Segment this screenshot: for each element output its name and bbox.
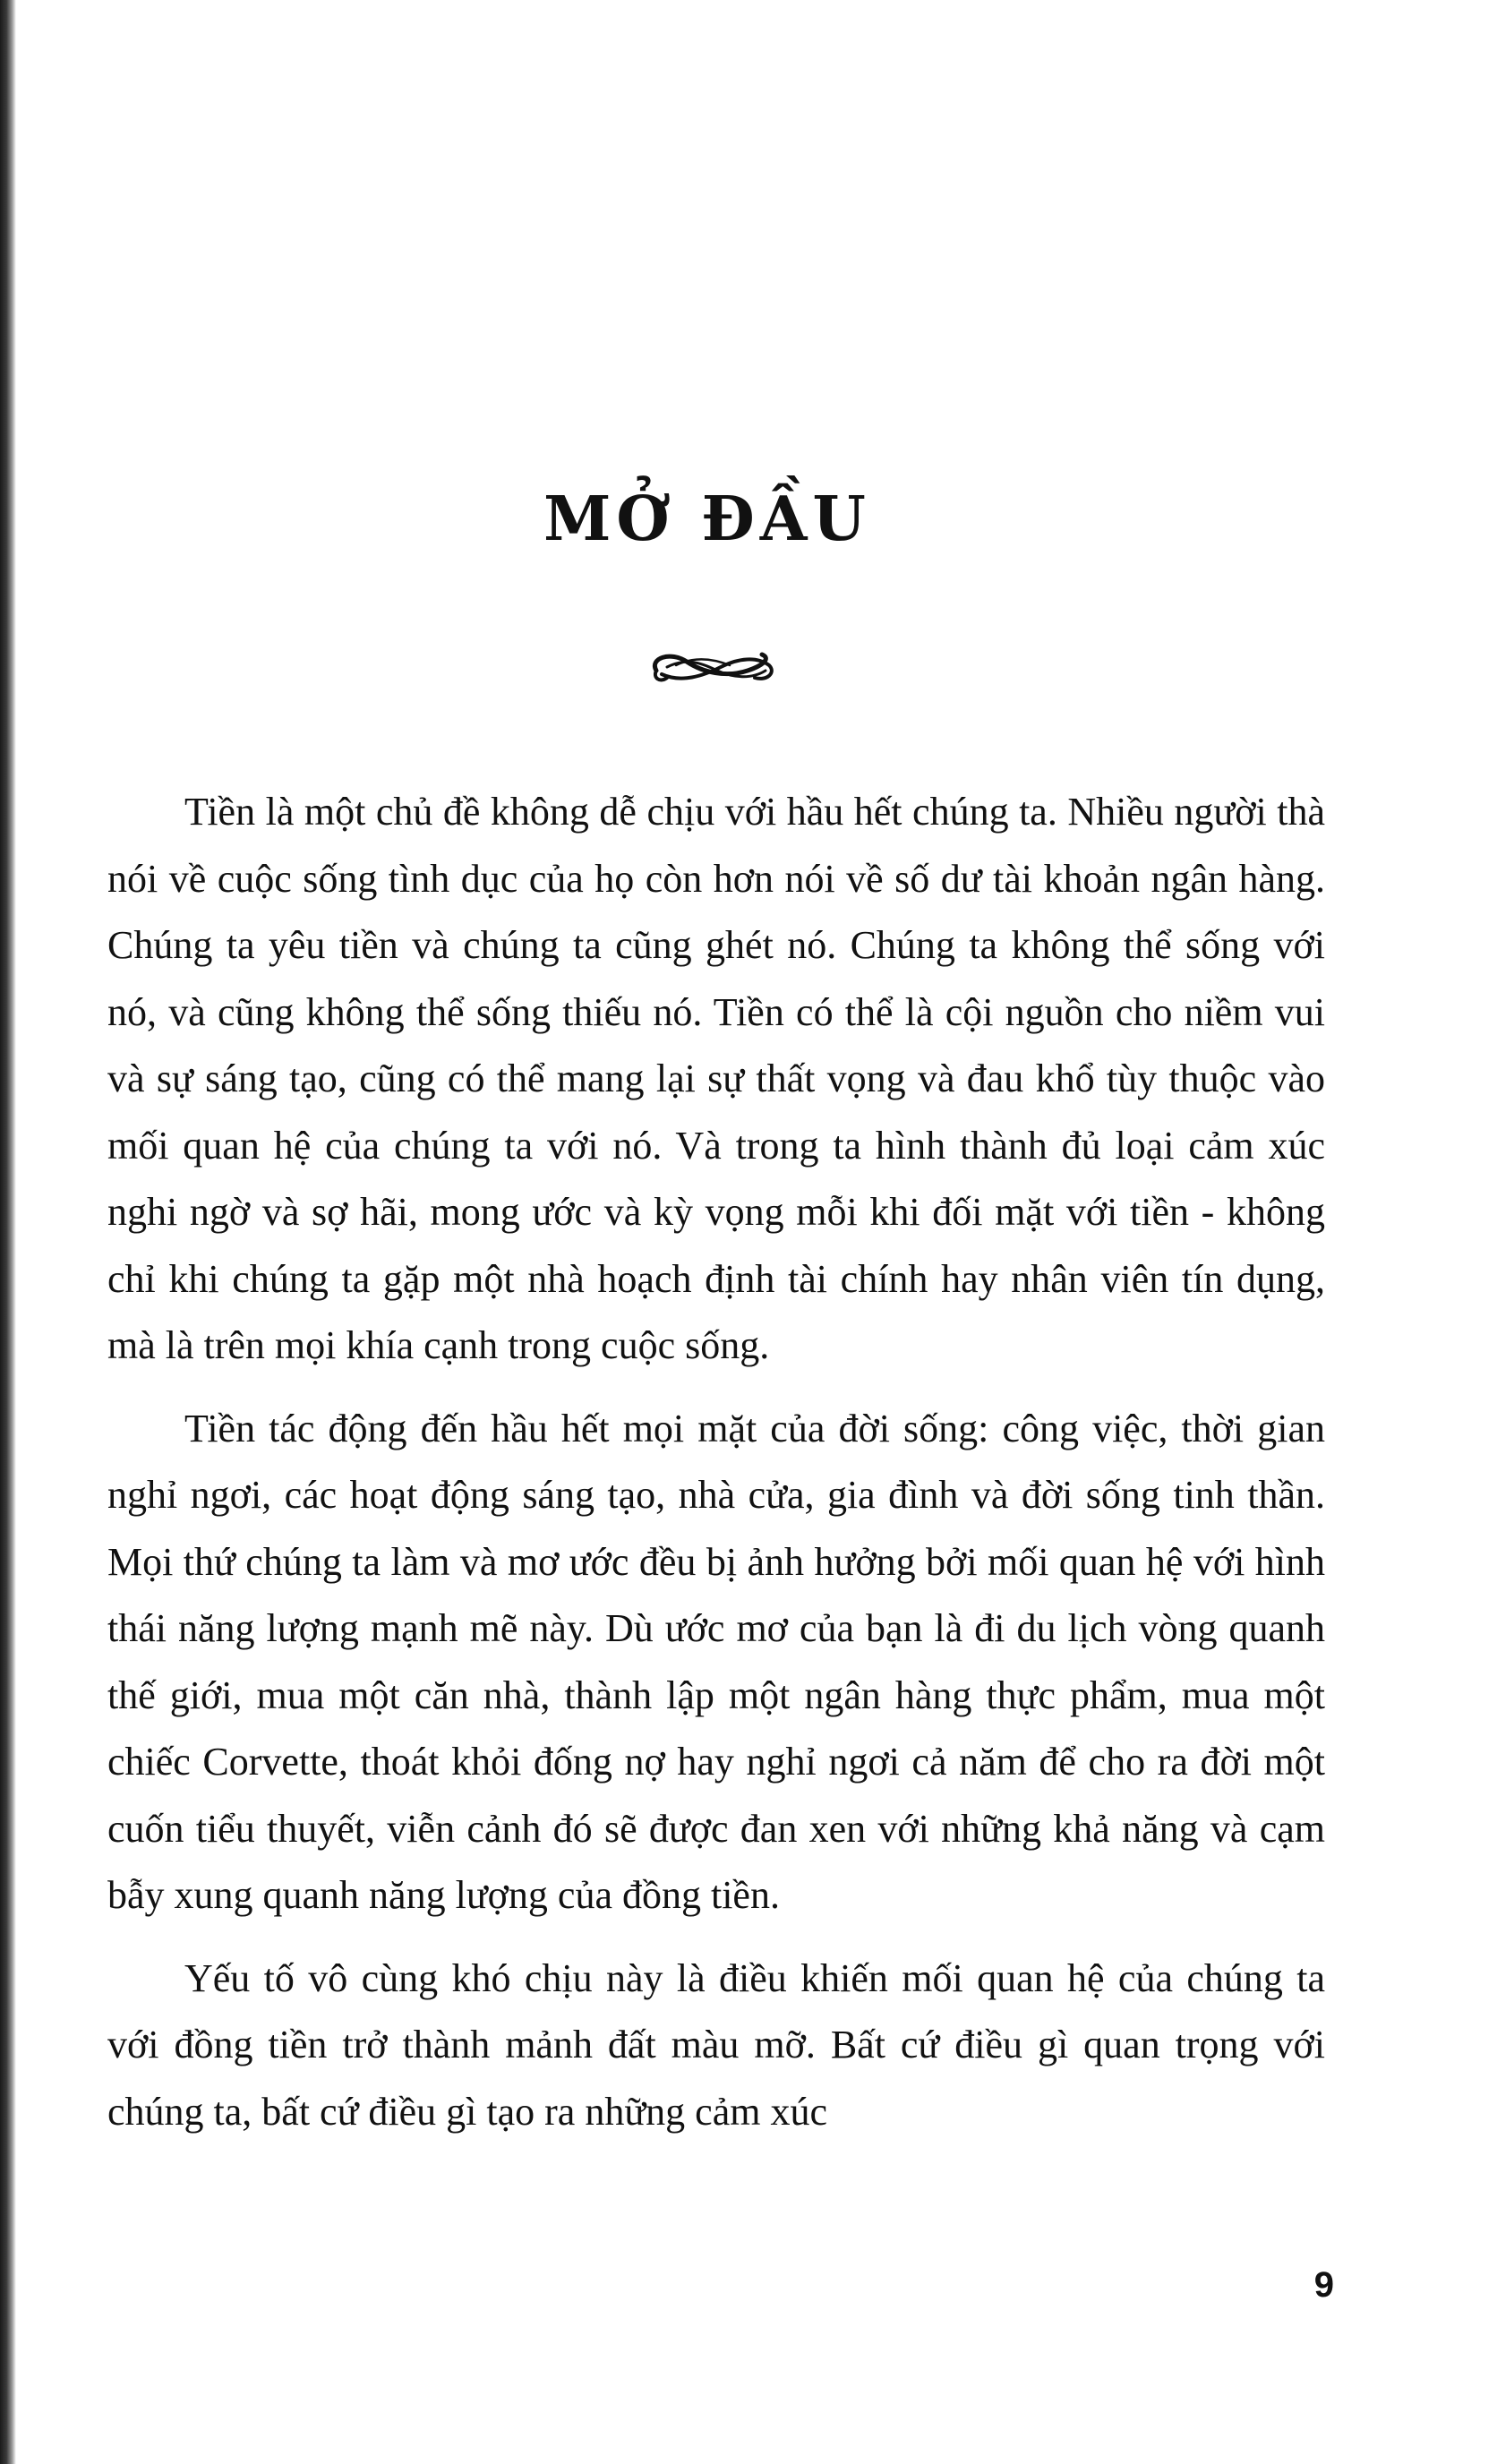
spine-shadow xyxy=(0,0,16,2464)
paragraph-1: Tiền là một chủ đề không dễ chịu với hầu hết chúng ta. Nhiều người thà nói về cuộc sống tình dục của họ còn hơn nói về số dư tài khoản ngân hàng. Chúng ta yêu tiền và chúng ta cũng ghét nó. Chúng ta không thể sống với nó, và cũng không thể sống thiếu nó. Tiền có thể là cội nguồn cho niềm vui và sự sáng tạo, cũng có thể mang lại sự thất vọng và đau khổ tùy thuộc vào mối quan hệ của chúng ta với nó. Và trong ta hình thành đủ loại cảm xúc nghi ngờ và sợ hãi, mong ước và kỳ vọng mỗi khi đối mặt với tiền - không chỉ khi chúng ta gặp một nhà hoạch định tài chính hay nhân viên tín dụng, mà là trên mọi khía cạnh trong cuộc sống. xyxy=(107,790,1325,1367)
page-number: 9 xyxy=(1313,2265,1334,2305)
chapter-title: MỞ ĐẦU xyxy=(543,483,871,555)
paragraph-3: Yếu tố vô cùng khó chịu này là điều khiến mối quan hệ của chúng ta với đồng tiền trở thành mảnh đất màu mỡ. Bất cứ điều gì quan trọng với chúng ta, bất cứ điều gì tạo ra những cảm xúc xyxy=(107,1955,1325,2134)
body-text xyxy=(107,779,1325,2161)
scroll-flourish-icon xyxy=(640,631,783,703)
paragraph-2: Tiền tác động đến hầu hết mọi mặt của đời sống: công việc, thời gian nghỉ ngơi, các hoạt động sáng tạo, nhà cửa, gia đình và đời sống tinh thần. Mọi thứ chúng ta làm và mơ ước đều bị ảnh hưởng bởi mối quan hệ với hình thái năng lượng mạnh mẽ này. Dù ước mơ của bạn là đi du lịch vòng quanh thế giới, mua một căn nhà, thành lập một ngân hàng thực phẩm, mua một chiếc Corvette, thoát khỏi đống nợ hay nghỉ ngơi cả năm để cho ra đời một cuốn tiểu thuyết, viễn cảnh đó sẽ được đan xen với những khả năng và cạm bẫy xung quanh năng lượng của đồng tiền. xyxy=(107,1406,1325,1917)
